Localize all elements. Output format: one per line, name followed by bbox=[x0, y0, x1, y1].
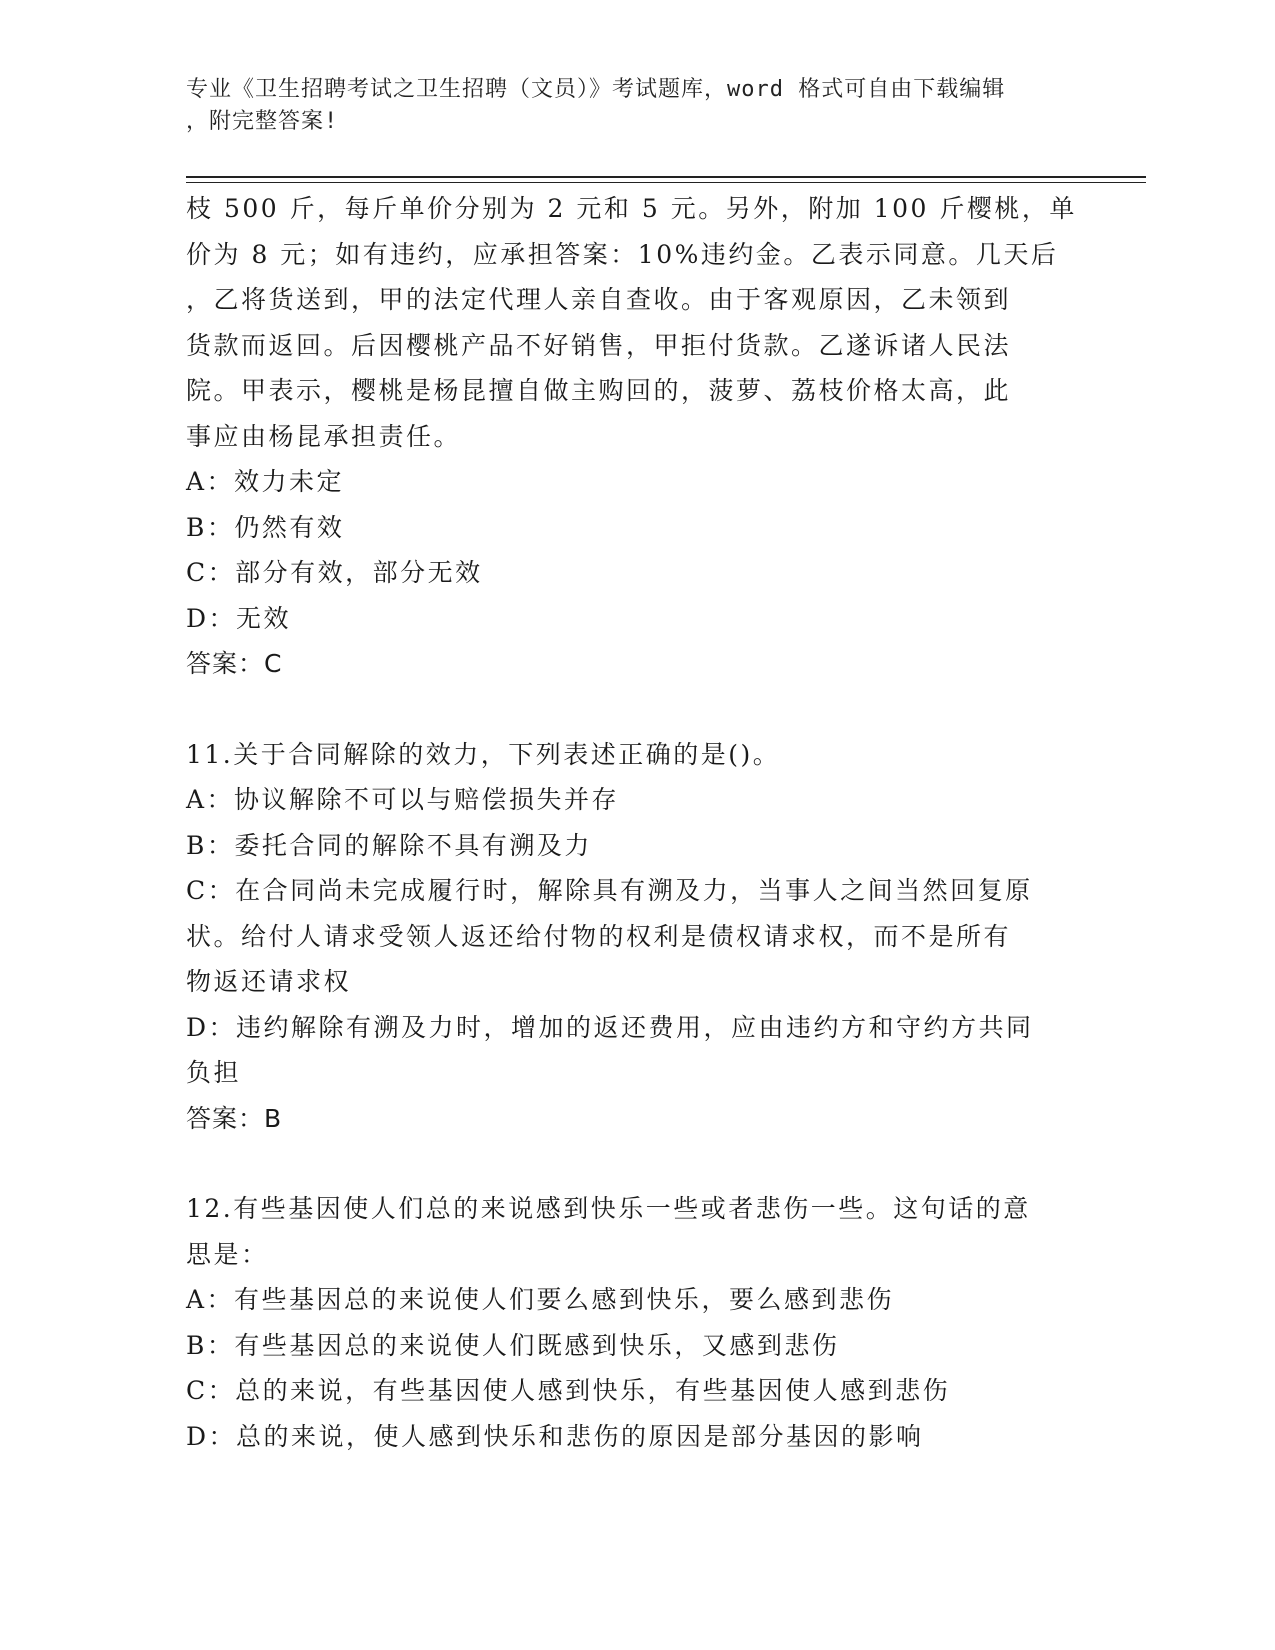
option-a: A：协议解除不可以与赔偿损失并存 bbox=[186, 785, 620, 814]
question-stem-continued: 思是： bbox=[186, 1239, 269, 1269]
question-11 bbox=[186, 732, 1086, 1142]
option-c: C：总的来说，有些基因使人感到快乐，有些基因使人感到悲伤 bbox=[186, 1376, 951, 1405]
answer-label: 答案：B bbox=[186, 1103, 283, 1133]
option-a: A：效力未定 bbox=[186, 467, 345, 496]
option-b: B：委托合同的解除不具有溯及力 bbox=[186, 830, 592, 860]
question-stem: 11.关于合同解除的效力，下列表述正确的是()。 bbox=[186, 739, 781, 769]
option-c: C：在合同尚未完成履行时，解除具有溯及力，当事人之间当然回复原 bbox=[186, 876, 1033, 905]
option-b: B：有些基因总的来说使人们既感到快乐，又感到悲伤 bbox=[186, 1330, 840, 1360]
option-b: B：仍然有效 bbox=[186, 512, 345, 542]
question-content bbox=[186, 186, 1086, 1459]
header-title-continuation: ，附完整答案! bbox=[186, 109, 339, 134]
option-d: D：违约解除有溯及力时，增加的返还费用，应由违约方和守约方共同 bbox=[186, 1012, 1034, 1042]
option-d: D：无效 bbox=[186, 603, 292, 633]
question-stem-line: 院。甲表示，樱桃是杨昆擅自做主购回的，菠萝、荔枝价格太高，此 bbox=[186, 376, 1012, 405]
answer-label: 答案：C bbox=[186, 649, 283, 678]
option-d: D：总的来说，使人感到快乐和悲伤的原因是部分基因的影响 bbox=[186, 1421, 924, 1451]
question-stem-line: 货款而返回。后因樱桃产品不好销售，甲拒付货款。乙遂诉诸人民法 bbox=[186, 330, 1012, 360]
header-title-line: 专业《卫生招聘考试之卫生招聘（文员）》考试题库，word 格式可自由下载编辑 bbox=[186, 77, 1006, 102]
header-divider-thick bbox=[186, 176, 1146, 178]
page-header bbox=[186, 74, 1066, 138]
option-d-continued: 负担 bbox=[186, 1058, 242, 1087]
header-divider-thin bbox=[186, 182, 1146, 183]
question-stem-line: 事应由杨昆承担责任。 bbox=[186, 421, 462, 451]
option-c-continued: 物返还请求权 bbox=[186, 967, 352, 996]
question-spacer bbox=[186, 1141, 1086, 1186]
option-c: C：部分有效，部分无效 bbox=[186, 558, 483, 587]
question-stem-line: 枝 500 斤，每斤单价分别为 2 元和 5 元。另外，附加 100 斤樱桃，单 bbox=[186, 194, 1077, 223]
question-stem: 12.有些基因使人们总的来说感到快乐一些或者悲伤一些。这句话的意 bbox=[186, 1194, 1031, 1223]
option-a: A：有些基因总的来说使人们要么感到快乐，要么感到悲伤 bbox=[186, 1285, 895, 1314]
question-10 bbox=[186, 186, 1086, 687]
question-stem-line: 价为 8 元；如有违约，应承担答案：10%违约金。乙表示同意。几天后 bbox=[186, 239, 1059, 269]
question-12 bbox=[186, 1186, 1086, 1459]
question-stem-line: ，乙将货送到，甲的法定代理人亲自查收。由于客观原因，乙未领到 bbox=[186, 285, 1012, 314]
question-spacer bbox=[186, 687, 1086, 732]
option-c-continued: 状。给付人请求受领人返还给付物的权利是债权请求权，而不是所有 bbox=[186, 921, 1012, 951]
